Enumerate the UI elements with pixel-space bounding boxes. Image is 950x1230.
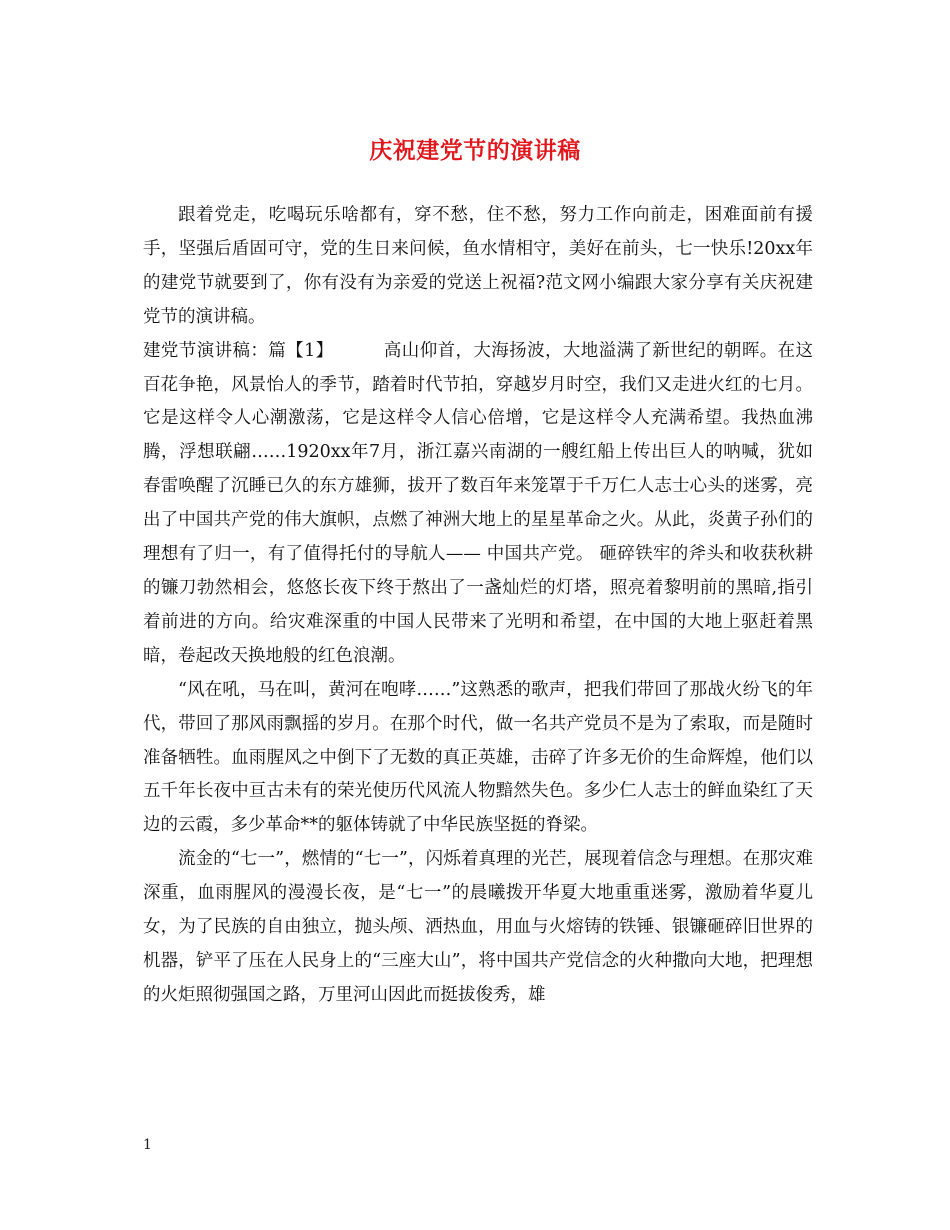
document-title: 庆祝建党节的演讲稿 [369, 137, 581, 164]
section-paragraph [143, 335, 813, 674]
intro-paragraph: 跟着党走，吃喝玩乐啥都有，穿不愁，住不愁，努力工作向前走，困难面前有援手，坚强后盾固可守，党的生日来问候，鱼水情相守，美好在前头，七一快乐!20xx年的建党节就要到了，你有没有为亲爱的党送上祝福?范文网小编跟大家分享有关庆祝建党节的演讲稿。 [143, 205, 813, 327]
paragraph-july-first: 流金的“七一”，燃情的“七一”，闪烁着真理的光芒，展现着信念与理想。在那灾难深重，血雨腥风的漫漫长夜，是“七一”的晨曦拨开华夏大地重重迷雾，激励着华夏儿女，为了民族的自由独立，抛头颅、洒热血，用血与火熔铸的铁锤、银镰砸碎旧世界的机器，铲平了压在人民身上的“三座大山”，将中国共产党信念的火种撒向大地，把理想的火炬照彻强国之路，万里河山因此而挺拔俊秀，雄 [143, 849, 813, 1005]
section-body: 高山仰首，大海扬波，大地溢满了新世纪的朝晖。在这百花争艳，风景怡人的季节，踏着时代节拍，穿越岁月时空，我们又走进火红的七月。它是这样令人心潮激荡，它是这样令人信心倍增，它是这样令人充满希望。我热血沸腾，浮想联翩……1920xx年7月，浙江嘉兴南湖的一艘红船上传出巨人的呐喊，犹如春雷唤醒了沉睡已久的东方雄狮，拔开了数百年来笼罩于千万仁人志士心头的迷雾，亮出了中国共产党的伟大旗帜，点燃了神洲大地上的星星革命之火。从此，炎黄子孙们的理想有了归一，有了值得托付的导航人—— 中国共产党。 砸碎铁牢的斧头和收获秋耕的镰刀勃然相会，悠悠长夜下终于熬出了一盏灿烂的灯塔，照亮着黎明前的黑暗,指引着前进的方向。给灾难深重的中国人民带来了光明和希望，在中国的大地上驱赶着黑暗，卷起改天换地般的红色浪潮。 [143, 340, 814, 666]
document-body [143, 199, 813, 1013]
page-number: 1 [143, 1137, 152, 1153]
section-label: 建党节演讲稿：篇【1】 [143, 340, 334, 361]
paragraph-song: “风在吼，马在叫，黄河在咆哮……”这熟悉的歌声，把我们带回了那战火纷飞的年代，带回了那风雨飘摇的岁月。在那个时代，做一名共产党员不是为了索取，而是随时准备牺牲。血雨腥风之中倒下了无数的真正英雄，击碎了许多无价的生命辉煌，他们以五千年长夜中亘古未有的荣光使历代风流人物黯然失色。多少仁人志士的鲜血染红了天边的云霞，多少革命**的躯体铸就了中华民族坚挺的脊梁。 [143, 679, 813, 836]
